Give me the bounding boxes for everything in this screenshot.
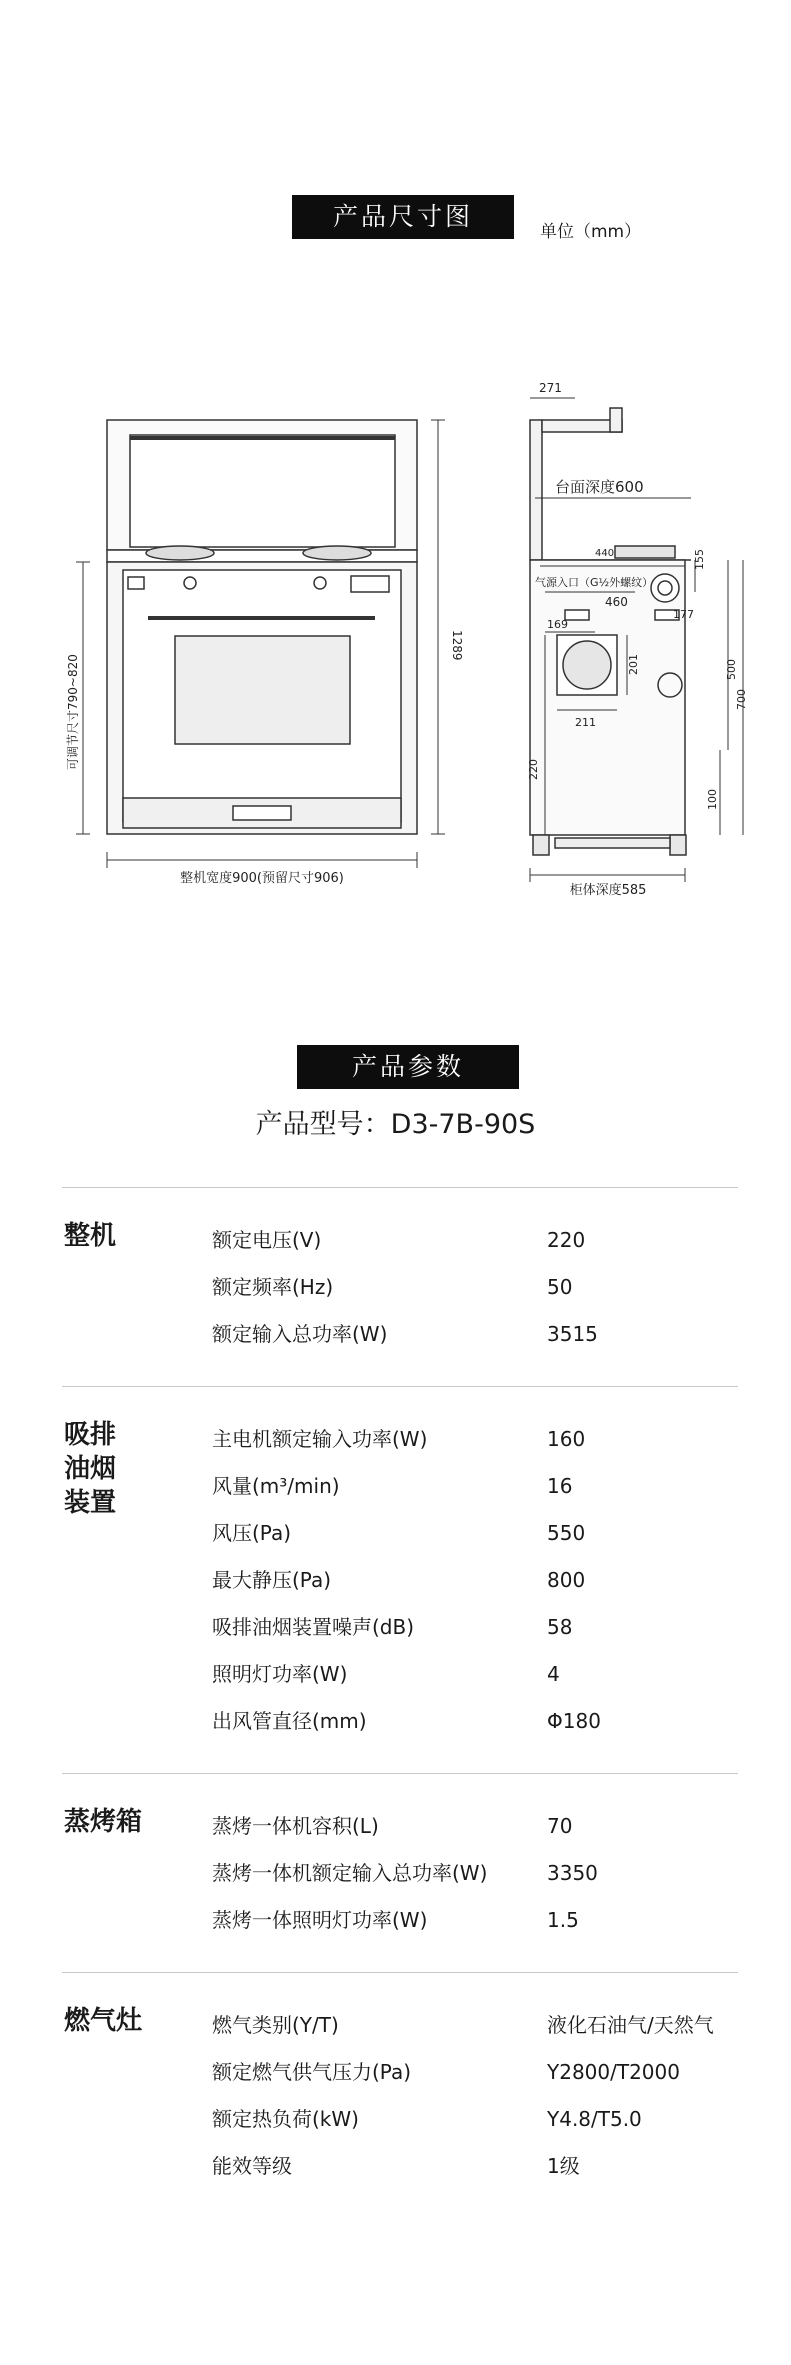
dim-177-label: 177 (673, 608, 694, 621)
param-value: Y4.8/T5.0 (547, 2107, 642, 2131)
param-row (212, 1858, 598, 1888)
param-label: 出风管直径(mm) (212, 1709, 367, 1733)
param-section-title: 产品参数 (297, 1045, 519, 1089)
front-height-label: 1289 (450, 630, 464, 661)
dim-201-label: 201 (627, 654, 640, 675)
param-label: 吸排油烟装置噪声(dB) (212, 1615, 415, 1639)
param-value: 160 (547, 1427, 586, 1451)
param-row (212, 2010, 714, 2040)
group-title: 吸排 油烟 装置 (64, 1420, 117, 1518)
param-label: 额定频率(Hz) (212, 1275, 334, 1299)
param-value: 3515 (547, 1322, 598, 1346)
group-divider (62, 1773, 738, 1774)
param-label: 最大静压(Pa) (212, 1568, 332, 1592)
param-row (212, 1424, 585, 1454)
param-label: 蒸烤一体机额定输入总功率(W) (212, 1861, 488, 1885)
dimension-drawing (55, 370, 748, 930)
param-value: 1级 (547, 2154, 580, 2178)
dim-440-label: 440 (595, 548, 615, 559)
param-row (212, 1811, 572, 1841)
param-row (212, 1905, 579, 1935)
dim-700-label: 700 (735, 689, 748, 710)
cabinet-depth-label: 柜体深度585 (569, 883, 647, 898)
param-row (212, 1225, 585, 1255)
param-value: 4 (547, 1662, 560, 1686)
top-offset-label: 271 (539, 381, 562, 395)
param-row (212, 1518, 585, 1548)
param-value: 1.5 (547, 1908, 579, 1932)
gas-inlet-label: 气源入口（G½外螺纹） (535, 576, 654, 589)
dim-169-label: 169 (547, 618, 568, 631)
dimension-section-title: 产品尺寸图 (292, 195, 514, 239)
front-view (76, 420, 445, 868)
dim-460-label: 460 (605, 595, 628, 609)
param-value: 3350 (547, 1861, 598, 1885)
group-divider (62, 1187, 738, 1188)
param-row (212, 1471, 572, 1501)
param-label: 额定燃气供气压力(Pa) (212, 2060, 412, 2084)
param-value: 800 (547, 1568, 586, 1592)
group-divider (62, 1386, 738, 1387)
param-label: 蒸烤一体照明灯功率(W) (212, 1908, 428, 1932)
param-label: 额定输入总功率(W) (212, 1322, 388, 1346)
param-value: Y2800/T2000 (547, 2060, 680, 2084)
front-width-label: 整机宽度900(预留尺寸906) (180, 871, 344, 886)
param-label: 主电机额定输入功率(W) (212, 1427, 428, 1451)
param-row (212, 1319, 598, 1349)
param-value: 58 (547, 1615, 573, 1639)
dim-220-label: 220 (527, 759, 540, 780)
param-row (212, 1272, 572, 1302)
param-label: 照明灯功率(W) (212, 1662, 348, 1686)
param-row (212, 2104, 642, 2134)
param-row (212, 1706, 601, 1736)
dim-100-label: 100 (706, 789, 719, 810)
param-value: Φ180 (547, 1709, 601, 1733)
adjustable-height-label: 可调节尺寸790~820 (66, 654, 80, 770)
group-title: 燃气灶 (64, 2006, 143, 2036)
unit-label: 单位（mm） (540, 222, 642, 242)
param-label: 额定电压(V) (212, 1228, 322, 1252)
param-row (212, 2151, 580, 2181)
param-row (212, 1612, 572, 1642)
param-value: 50 (547, 1275, 573, 1299)
dim-155-label: 155 (693, 549, 706, 570)
param-label: 能效等级 (212, 2154, 292, 2178)
param-value: 16 (547, 1474, 573, 1498)
param-row (212, 1565, 585, 1595)
param-row (212, 2057, 680, 2087)
counter-depth-label: 台面深度600 (555, 478, 644, 496)
param-label: 蒸烤一体机容积(L) (212, 1814, 379, 1838)
group-title: 整机 (64, 1221, 117, 1251)
dim-211-label: 211 (575, 716, 596, 729)
param-value: 550 (547, 1521, 586, 1545)
param-label: 额定热负荷(kW) (212, 2107, 359, 2131)
param-row (212, 1659, 560, 1689)
model-number: 产品型号：D3-7B-90S (255, 1109, 536, 1140)
param-value: 液化石油气/天然气 (547, 2013, 714, 2037)
param-value: 70 (547, 1814, 573, 1838)
param-label: 风量(m³/min) (212, 1474, 340, 1498)
param-label: 风压(Pa) (212, 1521, 292, 1545)
group-title: 蒸烤箱 (64, 1807, 143, 1837)
dim-500-label: 500 (725, 659, 738, 680)
param-label: 燃气类别(Y/T) (212, 2013, 339, 2037)
group-divider (62, 1972, 738, 1973)
param-value: 220 (547, 1228, 586, 1252)
